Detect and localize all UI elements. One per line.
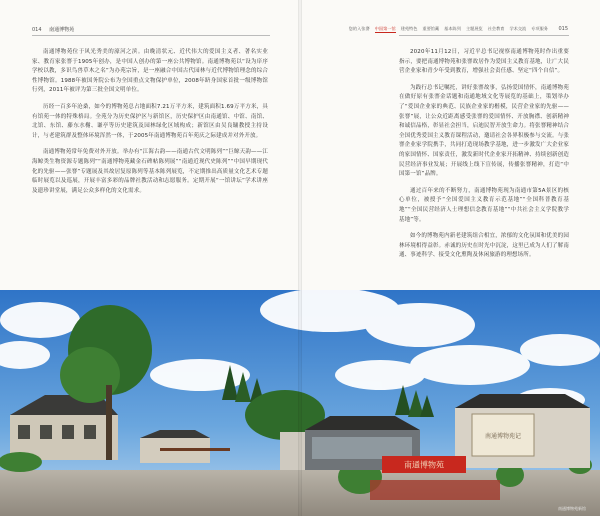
calligraphy-plaque xyxy=(472,414,534,456)
left-header xyxy=(32,26,74,33)
paragraph: 历经一百多年沧桑，如今的博物苑总占地面积7.21万平方米，建筑面积1.69万平方米，具有馆苑一体的特殊格局。全苑分为历史保护区与新馆区，历史保护区由南通馆、中馆、南馆、北馆、东馆、藤东水榭、谦亭等历史建筑及园林绿化区域构成；新馆区由吴良镛教授主持设计，与老建筑群及整体环境浑然一体，于2005年南通博物苑百年苑庆之际建成并对外开放。 xyxy=(32,103,268,139)
nav-item[interactable]: 专项服务 xyxy=(531,26,548,31)
nav-item-active[interactable]: 中国第一馆 xyxy=(374,26,396,31)
paragraph: 通过百年来的不断努力，南通博物苑现为南通市第5A景区的核心单位，被授予“全国爱国主义教育示范基地”“全国科普教育基地”“全国民营经济人士理想信念教育基地”“中共社会主义学院教学基地”等。 xyxy=(399,187,569,223)
red-signboard xyxy=(382,456,466,473)
nav-item[interactable]: 社会教育 xyxy=(487,26,505,31)
paragraph: 南通博物苑位于风光秀美的濠河之滨。由晚清状元、近代伟大的爱国主义者、著名实业家、教育家张謇于1905年创办，是中国人创办的第一座公共博物馆。南通博物苑以“设为庠序学校以教，多识鸟兽草木之名”为办苑宗旨，是一座融合中国古代园林与近代博物馆理念的综合性博物馆。1988年被国务院公布为全国重点文物保护单位，2008年跻身国家首批一级博物馆行列，2011年被评为第三批全国文明单位。 xyxy=(32,49,268,94)
right-page-number: 015 xyxy=(558,26,568,32)
right-page xyxy=(301,0,600,290)
paragraph: 2020年11月12日，习近平总书记视察南通博物苑时作出重要指示，要把南通博物苑和张謇故居作为爱国主义教育基地，让广大民营企业家和青少年受到教育，增强社会责任感、坚定“四个自信”。 xyxy=(399,49,569,75)
right-body-text xyxy=(399,48,569,268)
nav-item[interactable]: 重要馆藏 xyxy=(422,26,440,31)
plaque-text: 南通博物苑记 xyxy=(484,433,522,440)
book-gutter xyxy=(298,0,302,516)
running-title: 南通博物苑 xyxy=(49,27,75,33)
nav-item[interactable]: 您的入张謇 xyxy=(348,26,370,31)
paragraph: 为践行总书记嘱托，讲好张謇故事，弘扬爱国情怀，南通博物苑在做好原有张謇金话题和南通地域文化等展览的基础上，策划举办了“爱国企业家的典范、民族企业家的楷模，民营企业家的先驱——张謇”展，让公众近距离感受张謇的爱国情怀、开放胸襟、创新精神和诚信品格，彰显社会担当，启迪民智开放生命力。将张謇精神结合全国优秀爱国主义教育课程活动，邀请社会各界积极参与交流。与张謇企业家学院携手，共同打造现场教学基地，进一步激发广大企业家的家国情怀、国家责任，激发新时代企业家开拓精神、持续创新创造民营经济事业发展；开展线上线下宣传展，传播张謇精神，打造“中国第一馆”品牌。 xyxy=(399,84,569,178)
header-rule xyxy=(32,35,270,36)
photo-caption: 南通博物苑新馆 xyxy=(558,506,586,511)
nav-item[interactable]: 建苑特色 xyxy=(400,26,418,31)
nav-item[interactable]: 主题展览 xyxy=(465,26,483,31)
left-body-text xyxy=(32,48,268,203)
paragraph: 如今的博物苑内新老建筑组合相宜，浓郁的文化氛围和优美的园林环境相得益彰。赤诚的历史在时光中沉淀，这里已成为人们了解南通、事迹科学、接受文化熏陶及休闲旅游的理想场所。 xyxy=(399,233,569,259)
section-nav xyxy=(349,26,548,33)
nav-item[interactable]: 学术交流 xyxy=(509,26,527,31)
nav-item[interactable]: 基本陈列 xyxy=(444,26,461,31)
reflecting-pool xyxy=(370,480,500,500)
paragraph: 南通博物苑常年免费对外开放。举办有“江海古韵——南通古代文明陈列”“巨鲸天韵——江海鲸类生物资源专题陈列”“南通博物苑藏金石碑帖陈列展”“南通近现代史陈列”“中国早期现代化的先驱——张謇”专题展及其故居复原陈列等基本陈列展览，不定期推出高质量文化艺术专题临时展览以及巡展，开展丰富多彩的品牌社教活动和志愿服务。定期开展“一馆讲坛”学术讲座及遗珍讲堂展，满足公众多样化的文化需求。 xyxy=(32,149,268,194)
signboard-text: 南通博物苑 xyxy=(404,460,444,470)
left-page-number: 014 xyxy=(32,27,42,33)
header-rule xyxy=(399,35,569,36)
left-page xyxy=(0,0,299,290)
